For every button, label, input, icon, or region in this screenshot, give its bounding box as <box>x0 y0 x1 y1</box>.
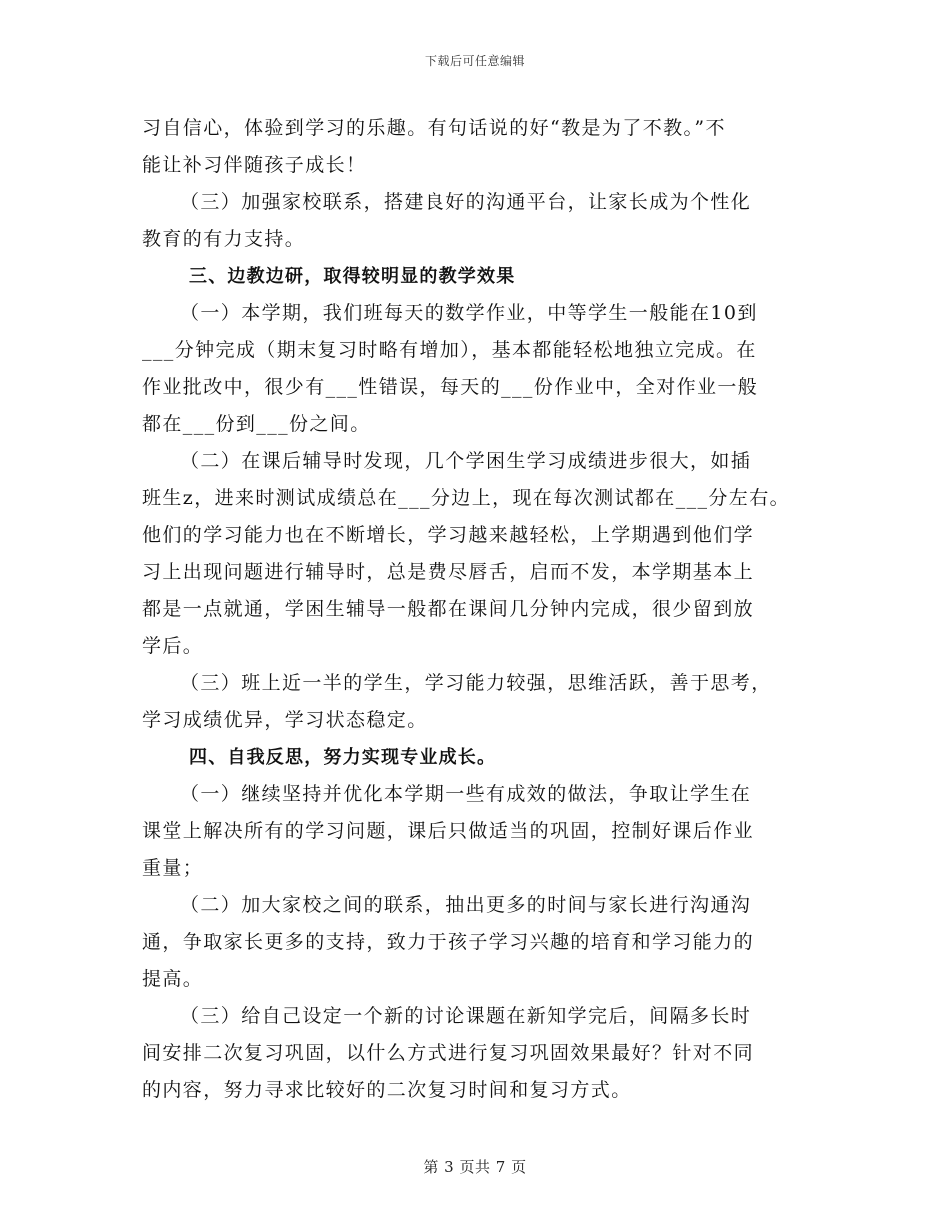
paragraph-line: 学后。 <box>142 635 204 657</box>
paragraph-line: 间安排二次复习巩固，以什么方式进行复习巩固效果最好？针对不同 <box>142 1042 755 1064</box>
paragraph-line: 都在___份到___份之间。 <box>142 413 371 435</box>
paragraph-line: 教育的有力支持。 <box>142 228 306 250</box>
page-header: 下载后可任意编辑 <box>424 54 525 68</box>
paragraph-line: 他们的学习能力也在不断增长，学习越来越轻松，上学期遇到他们学 <box>142 524 755 546</box>
paragraph-line: 都是一点就通，学困生辅导一般都在课间几分钟内完成，很少留到放 <box>142 598 755 620</box>
paragraph-line: 班生z，进来时测试成绩总在___分边上，现在每次测试都在___分左右。 <box>142 487 791 509</box>
paragraph-line: 重量； <box>142 857 204 879</box>
section-heading-3: 三、边教边研，取得较明显的教学效果 <box>189 266 516 287</box>
paragraph-line: 课堂上解决所有的学习问题，课后只做适当的巩固，控制好课后作业 <box>142 820 755 842</box>
paragraph-line: ___分钟完成（期末复习时略有增加），基本都能轻松地独立完成。在 <box>142 339 757 361</box>
paragraph-line: （三）班上近一半的学生，学习能力较强，思维活跃，善于思考， <box>180 672 772 694</box>
paragraph-line: 习自信心，体验到学习的乐趣。有句话说的好“教是为了不教。”不 <box>142 117 726 139</box>
paragraph-line: （一）本学期，我们班每天的数学作业，中等学生一般能在10到 <box>180 302 758 324</box>
paragraph-line: 的内容，努力寻求比较好的二次复习时间和复习方式。 <box>142 1079 632 1101</box>
paragraph-line: 提高。 <box>142 968 204 990</box>
document-body <box>142 110 822 1109</box>
paragraph-line: 作业批改中，很少有___性错误，每天的___份作业中，全对作业一般 <box>142 376 759 398</box>
paragraph-line: （二）加大家校之间的联系，抽出更多的时间与家长进行沟通沟 <box>180 894 752 916</box>
paragraph-line: （二）在课后辅导时发现，几个学困生学习成绩进步很大，如插 <box>180 450 752 472</box>
paragraph-line: （一）继续坚持并优化本学期一些有成效的做法，争取让学生在 <box>180 783 752 805</box>
paragraph-line: 习上出现问题进行辅导时，总是费尽唇舌，启而不发，本学期基本上 <box>142 561 755 583</box>
section-heading-4: 四、自我反思，努力实现专业成长。 <box>189 747 497 768</box>
paragraph-line: 学习成绩优异，学习状态稳定。 <box>142 709 428 731</box>
paragraph-line: 通，争取家长更多的支持，致力于孩子学习兴趣的培育和学习能力的 <box>142 931 755 953</box>
paragraph-line: （三）给自己设定一个新的讨论课题在新知学完后，间隔多长时 <box>180 1005 752 1027</box>
paragraph-line: （三）加强家校联系，搭建良好的沟通平台，让家长成为个性化 <box>180 191 752 213</box>
page-number: 第 3 页共 7 页 <box>423 1158 527 1176</box>
paragraph-line: 能让补习伴随孩子成长！ <box>142 154 367 176</box>
